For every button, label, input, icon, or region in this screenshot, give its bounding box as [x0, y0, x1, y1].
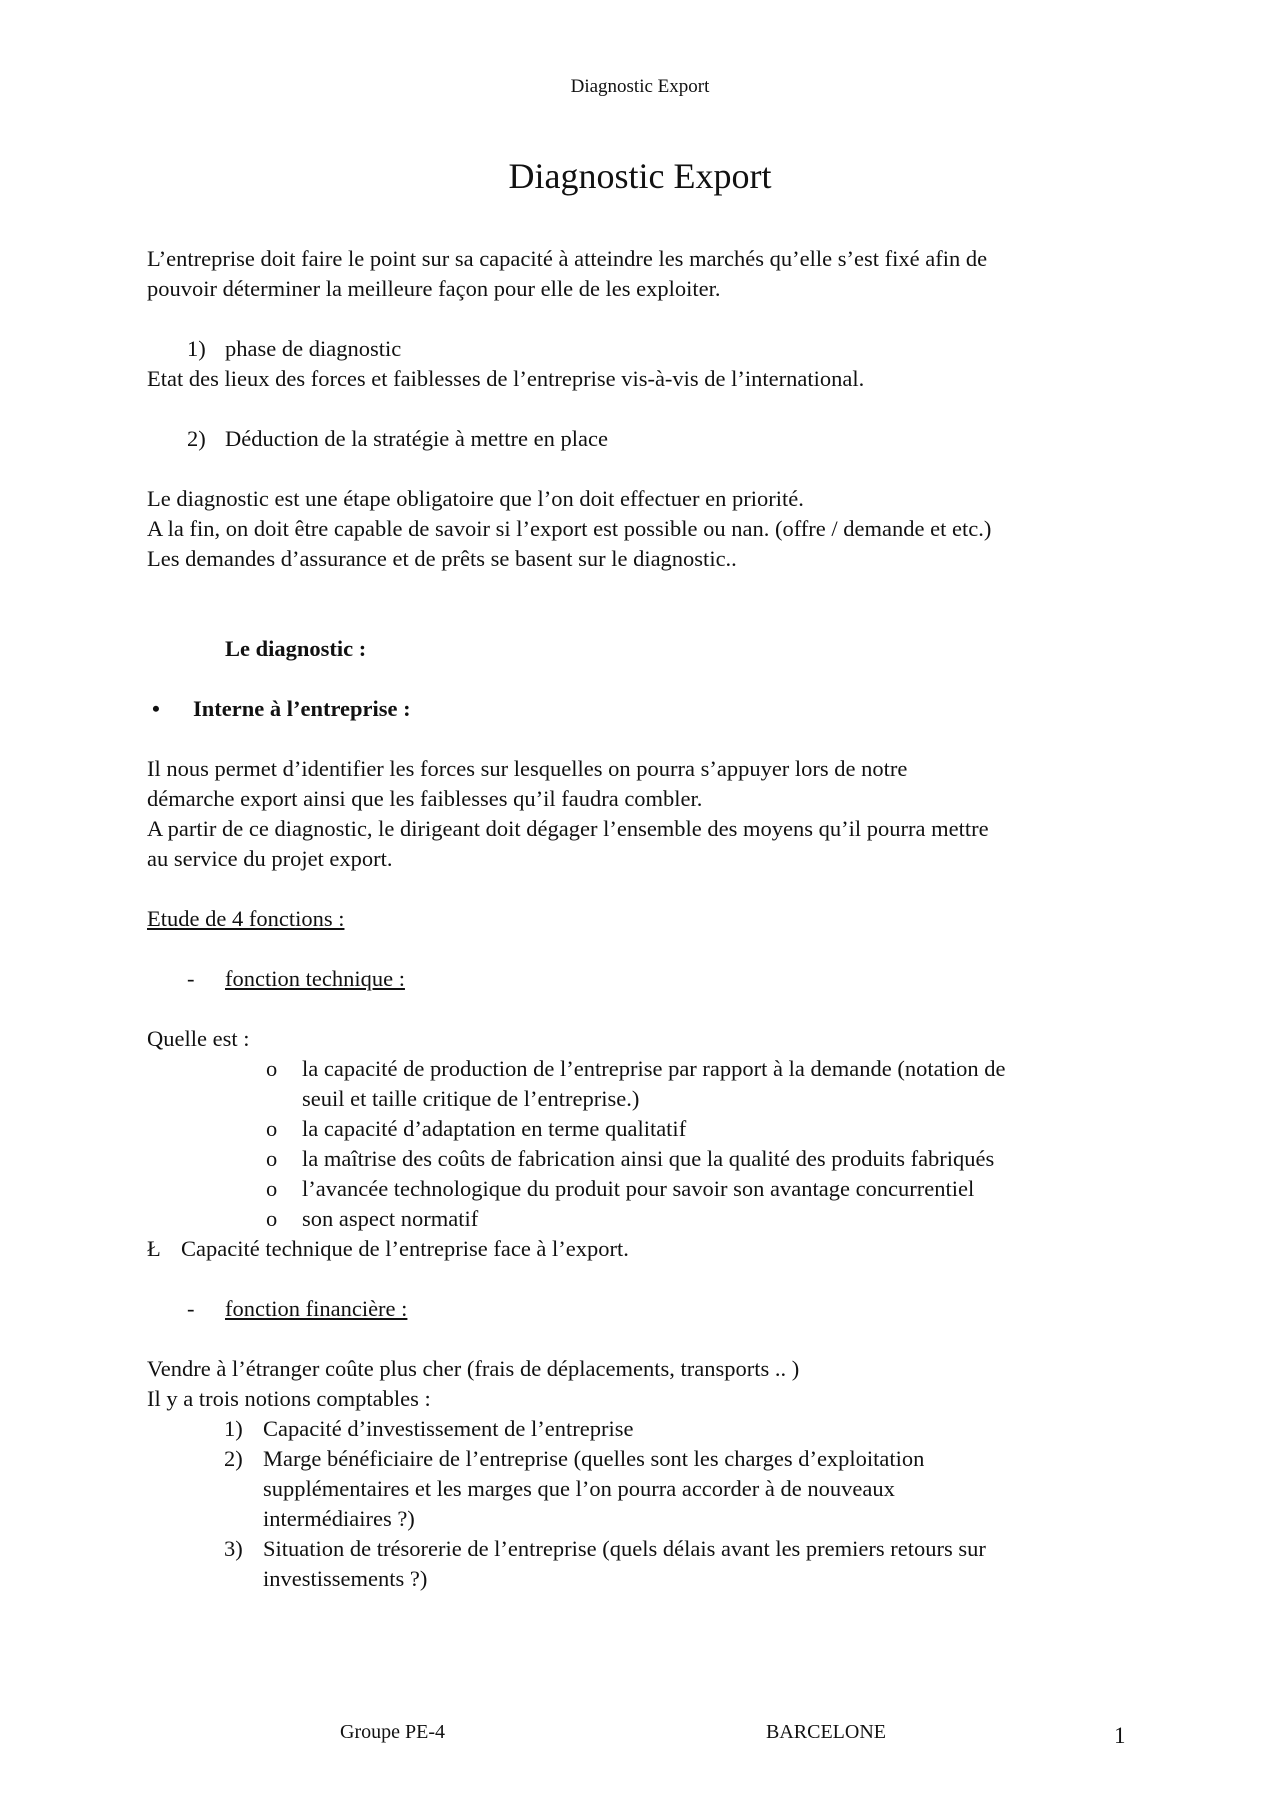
phase-2-number: 2) [187, 426, 206, 451]
financial-item-1-number: 1) [224, 1416, 243, 1441]
financial-heading: fonction financière : [225, 1296, 408, 1321]
dash-1: - [187, 966, 195, 991]
financial-line-1: Vendre à l’étranger coûte plus cher (frais de déplacements, transports .. ) [147, 1356, 800, 1381]
technical-heading: fonction technique : [225, 966, 405, 991]
technical-item-3: la maîtrise des coûts de fabrication ainsi que la qualité des produits fabriqués [302, 1146, 995, 1171]
financial-item-3-number: 3) [224, 1536, 243, 1561]
intro-line-1: L’entreprise doit faire le point sur sa capacité à atteindre les marchés qu’elle s’est fixé afin de [147, 246, 988, 271]
financial-item-1-line-1: Capacité d’investissement de l’entreprise [263, 1416, 634, 1441]
circle-bullet-icon: o [266, 1176, 278, 1201]
technical-question: Quelle est : [147, 1026, 250, 1051]
internal-line-1: Il nous permet d’identifier les forces sur lesquelles on pourra s’appuyer lors de notre [147, 756, 908, 781]
technical-item-4: l’avancée technologique du produit pour savoir son avantage concurrentiel [302, 1176, 975, 1201]
page-title: Diagnostic Export [508, 156, 772, 196]
internal-heading: Interne à l’entreprise : [193, 696, 411, 721]
internal-line-2: démarche export ainsi que les faiblesses qu’il faudra combler. [147, 786, 703, 811]
financial-item-3-line-2: investissements ?) [263, 1566, 428, 1591]
circle-bullet-icon: o [266, 1146, 278, 1171]
financial-item-2-line-1: Marge bénéficiaire de l’entreprise (quelles sont les charges d’exploitation [263, 1446, 925, 1471]
phase-1-number: 1) [187, 336, 206, 361]
financial-item-2-line-3: intermédiaires ?) [263, 1506, 415, 1531]
bullet-icon: • [152, 696, 160, 721]
technical-item-1a: la capacité de production de l’entreprise par rapport à la demande (notation de [302, 1056, 1006, 1081]
phase-1-text: phase de diagnostic [225, 336, 402, 361]
financial-item-2-line-2: supplémentaires et les marges que l’on pourra accorder à de nouveaux [263, 1476, 895, 1501]
phase-1-description: Etat des lieux des forces et faiblesses de l’entreprise vis-à-vis de l’international. [147, 366, 865, 391]
note-line-3: Les demandes d’assurance et de prêts se basent sur le diagnostic.. [147, 546, 737, 571]
financial-line-2: Il y a trois notions comptables : [147, 1386, 431, 1411]
footer-city: BARCELONE [766, 1721, 886, 1743]
circle-bullet-icon: o [266, 1056, 278, 1081]
note-line-1: Le diagnostic est une étape obligatoire que l’on doit effectuer en priorité. [147, 486, 804, 511]
circle-bullet-icon: o [266, 1116, 278, 1141]
note-line-2: A la fin, on doit être capable de savoir si l’export est possible ou nan. (offre / demande et etc.) [147, 516, 992, 541]
study-heading: Etude de 4 fonctions : [147, 906, 345, 931]
footer-group: Groupe PE-4 [340, 1721, 445, 1743]
phase-2-text: Déduction de la stratégie à mettre en place [225, 426, 608, 451]
internal-line-3: A partir de ce diagnostic, le dirigeant doit dégager l’ensemble des moyens qu’il pourra mettre [147, 816, 989, 841]
section-heading: Le diagnostic : [225, 636, 367, 661]
dash-2: - [187, 1296, 195, 1321]
internal-line-4: au service du projet export. [147, 846, 393, 871]
technical-item-1b: seuil et taille critique de l’entreprise.) [302, 1086, 640, 1111]
financial-item-2-number: 2) [224, 1446, 243, 1471]
page-number: 1 [1114, 1723, 1126, 1748]
intro-line-2: pouvoir déterminer la meilleure façon pour elle de les exploiter. [147, 276, 721, 301]
arrow-symbol-icon: Ł [147, 1236, 161, 1261]
technical-conclusion: Capacité technique de l’entreprise face à l’export. [181, 1236, 629, 1261]
financial-item-3-line-1: Situation de trésorerie de l’entreprise (quels délais avant les premiers retours sur [263, 1536, 986, 1561]
technical-item-5: son aspect normatif [302, 1206, 479, 1231]
running-header: Diagnostic Export [570, 76, 710, 97]
technical-item-2: la capacité d’adaptation en terme qualitatif [302, 1116, 687, 1141]
circle-bullet-icon: o [266, 1206, 278, 1231]
